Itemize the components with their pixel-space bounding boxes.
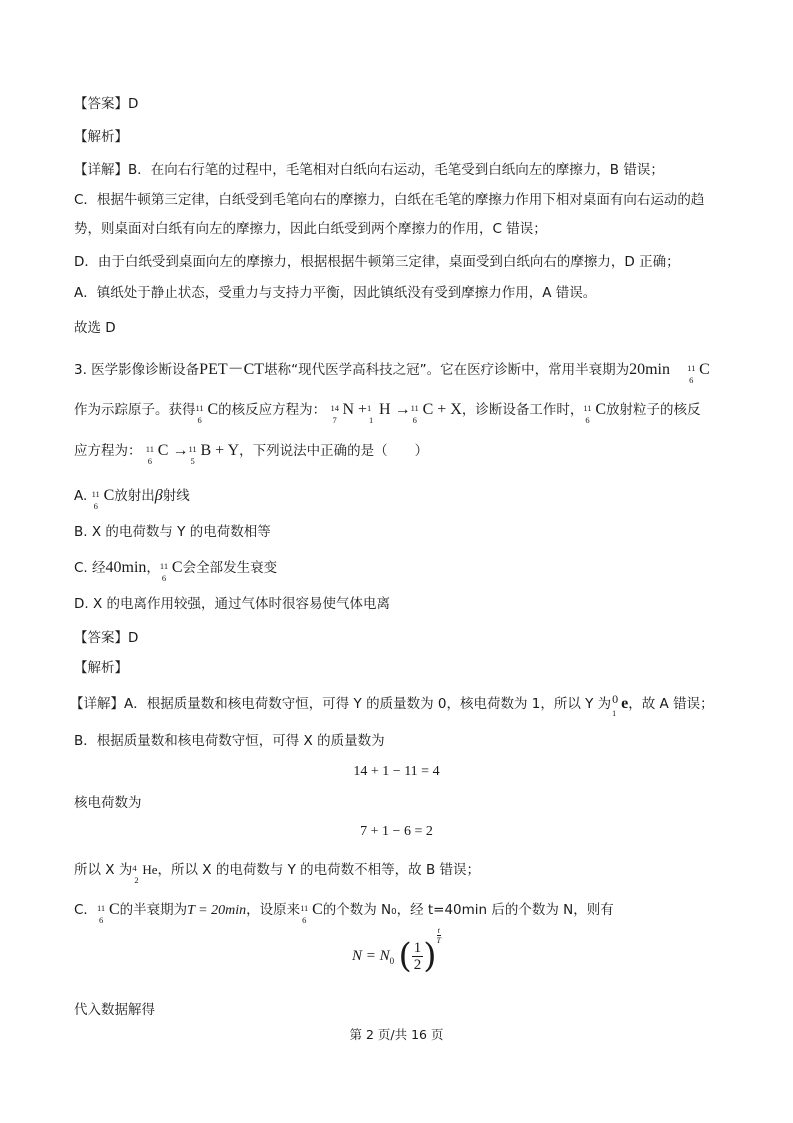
reaction-equation-2: 11 6 C → 11 5 B + Y xyxy=(145,442,240,467)
q3-detail-b-2-end: ，所以 X 的电荷数与 Y 的电荷数不相等，故 B 错误； xyxy=(157,862,481,878)
q3-answer-tag: 【答案】 xyxy=(74,630,128,646)
q3-answer-value: D xyxy=(128,630,139,646)
q3-detail-a-text: 【详解】A．根据质量数和核电荷数守恒，可得 Y 的质量数为 0，核电荷数为 1，所以 Y 为 xyxy=(70,696,612,712)
page-footer: 第 2 页/共 16 页 xyxy=(349,1027,444,1042)
q3-stem-text-6: 放射粒子的核反 xyxy=(606,402,701,418)
option-c-time: 40min xyxy=(105,559,147,576)
option-c-letter: C. 经 xyxy=(74,560,106,576)
q3-stem-line-3 xyxy=(74,441,429,467)
q3-detail-c-text-3: 的个数为 N₀，经 t=40min 后的个数为 N，则有 xyxy=(322,902,614,918)
option-d: D. X 的电离作用较强，通过气体时很容易使气体电离 xyxy=(74,596,391,612)
answer-line xyxy=(74,94,138,114)
q3-detail-b-2-text: 所以 X 为 xyxy=(74,862,133,878)
q3-stem-text-2: 堪称“现代医学高科技之冠”。它在医疗诊断中，常用半衰期为 xyxy=(264,362,630,378)
q3-stem-text-5: ，诊断设备工作时， xyxy=(461,402,584,418)
option-c-text: 会全部发生衰变 xyxy=(182,560,278,576)
q3-stem-text-3: 作为示踪原子。获得 xyxy=(74,402,196,418)
option-a: A. 11 6 C放射出β射线 xyxy=(74,487,190,511)
substitute-line: 代入数据解得 xyxy=(74,1002,155,1018)
analysis-tag: 【解析】 xyxy=(74,129,128,145)
q3-detail-c-text: 的半衰期为 xyxy=(119,902,188,918)
option-c: C. 经40min， 11 6 C会全部发生衰变 xyxy=(74,559,278,583)
q3-stem-text-8: ，下列说法中正确的是（ ） xyxy=(239,443,429,459)
nuclide-c11: 11 6 xyxy=(687,363,696,385)
q3-stem-line-1: 3. 医学影像诊断设备PET－CT堪称“现代医学高科技之冠”。它在医疗诊断中，常用半衰期为20min 11 6 C xyxy=(74,361,710,385)
explanation-c-1: C．根据牛顿第三定律，白纸受到毛笔向右的摩擦力，白纸在毛笔的摩擦力作用下相对桌面有向右运动的趋 xyxy=(74,192,705,208)
q3-stem-line-2: 作为示踪原子。获得 11 6 C的核反应方程为： 14 7 N + 1 1 H → 11 6 C + X，诊断设备工作时， 11 6 C放射粒子的核反 xyxy=(74,401,701,426)
charge-label: 核电荷数为 xyxy=(74,795,142,811)
q3-detail-c-letter: C． xyxy=(74,902,97,918)
equation-charge-number: 7 + 1 − 6 = 2 xyxy=(360,824,433,839)
half-life-value: 20min xyxy=(629,361,670,378)
q3-detail-a-end: ，故 A 错误； xyxy=(628,696,714,712)
q3-detail-c: C． 11 6 C的半衰期为T = 20min，设原来 11 6 C的个数为 N₀，经 t=40min 后的个数为 N，则有 xyxy=(74,901,614,925)
option-a-letter: A. xyxy=(74,488,92,504)
device-name: PET－CT xyxy=(199,361,265,378)
half-life-T: T = 20min xyxy=(187,903,247,918)
decay-formula: $N = N_0$ ( $\frac{1}{2}$ ) $\frac{t}{T}$ xyxy=(352,926,441,976)
equation-mass-number: 14 + 1 − 11 = 4 xyxy=(353,764,440,779)
conclusion: 故选 D xyxy=(74,320,116,336)
reaction-equation-1: 14 7 N + 1 1 H → 11 6 C + X xyxy=(330,401,462,426)
beta-symbol: β xyxy=(154,487,163,504)
q3-detail-c-text-2: ，设原来 xyxy=(246,902,301,918)
option-a-end: 射线 xyxy=(162,488,190,504)
explanation-c-2: 势，则桌面对白纸有向左的摩擦力，因此白纸受到两个摩擦力的作用，C 错误； xyxy=(74,221,547,237)
formula-lhs: N = N xyxy=(352,948,390,964)
option-a-text: 放射出 xyxy=(114,488,155,504)
q3-stem-text: 3. 医学影像诊断设备 xyxy=(74,362,200,378)
explanation-b: B．在向右行笔的过程中，毛笔相对白纸向右运动，毛笔受到白纸向左的摩擦力，B 错误； xyxy=(128,162,664,178)
option-b: B. X 的电荷数与 Y 的电荷数相等 xyxy=(74,524,271,540)
q3-detail-b-2: 所以 X 为 4 2 He，所以 X 的电荷数与 Y 的电荷数不相等，故 B 错误； xyxy=(74,862,481,885)
detail-tag: 【详解】 xyxy=(74,162,128,178)
answer-tag: 【答案】 xyxy=(74,96,128,112)
detail-b-line xyxy=(74,160,664,180)
q3-stem-text-7: 应方程为： xyxy=(74,443,142,459)
q3-stem-text-4: 的核反应方程为： xyxy=(218,402,327,418)
q3-analysis-tag: 【解析】 xyxy=(74,660,128,676)
q3-detail-b-1: B．根据质量数和核电荷数守恒，可得 X 的质量数为 xyxy=(74,733,385,749)
explanation-d: D．由于白纸受到桌面向左的摩擦力，根据根据牛顿第三定律，桌面受到白纸向右的摩擦力，D 正确； xyxy=(74,254,680,270)
explanation-a: A．镇纸处于静止状态，受重力与支持力平衡，因此镇纸没有受到摩擦力作用，A 错误。 xyxy=(74,285,597,301)
answer-value: D xyxy=(128,96,139,112)
q3-detail-a: 【详解】A．根据质量数和核电荷数守恒，可得 Y 的质量数为 0，核电荷数为 1，所以 Y 为 0 1 e，故 A 错误； xyxy=(70,692,714,718)
q3-answer-line xyxy=(74,628,138,648)
